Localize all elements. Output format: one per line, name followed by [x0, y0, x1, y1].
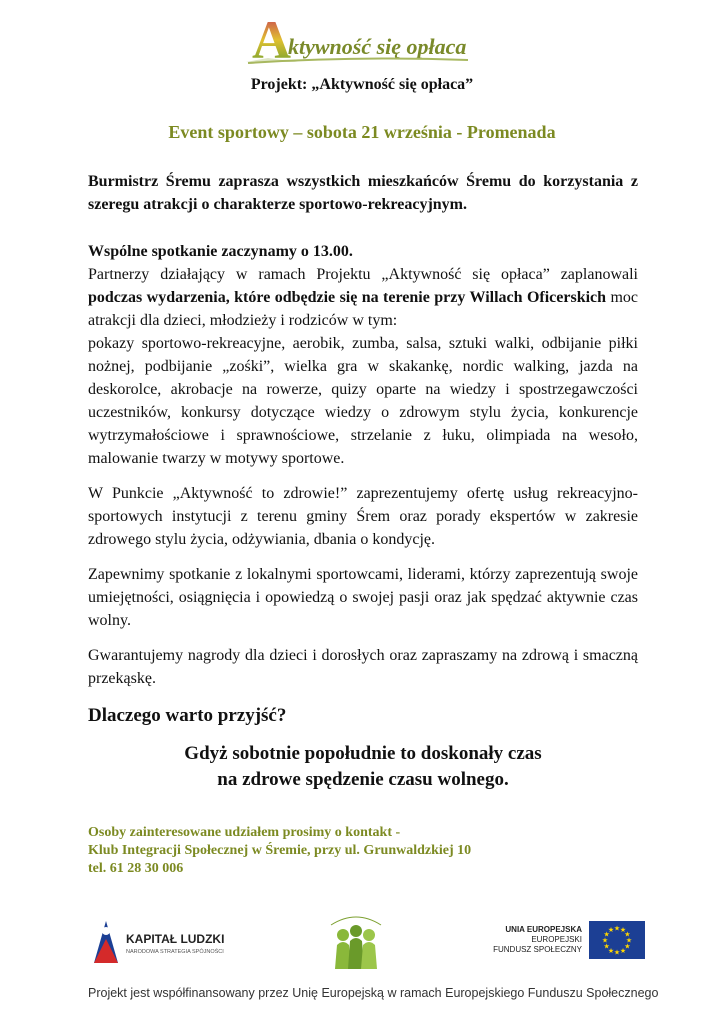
eu-star-icon: ★ — [619, 946, 627, 955]
eu-star-icon: ★ — [601, 936, 609, 945]
ue-line-2: EUROPEJSKI — [531, 935, 582, 944]
ue-text — [476, 925, 582, 955]
contact-phone: tel. 61 28 30 006 — [88, 861, 184, 876]
intro-paragraph: Burmistrz Śremu zaprasza wszystkich mieszkańców Śremu do korzystania z szeregu atrakcji o charakterze sportowo-rekreacyjnym. — [88, 173, 638, 213]
main-content — [88, 170, 638, 793]
closing-statement — [88, 741, 638, 793]
eu-star-icon: ★ — [613, 924, 621, 933]
svg-text:A: A — [252, 10, 291, 68]
kapital-ludzki-logo — [92, 919, 242, 965]
ue-line-1: UNIA EUROPEJSKA — [505, 925, 582, 934]
eu-star-icon: ★ — [624, 942, 631, 951]
event-title: Event sportowy – sobota 21 września - Promenada — [168, 122, 556, 142]
eu-star-icon: ★ — [624, 930, 631, 939]
partners-paragraph — [88, 263, 638, 332]
eu-flag-icon — [589, 921, 645, 959]
athletes-paragraph: Zapewnimy spotkanie z lokalnymi sportowcami, liderami, którzy zaprezentują swoje umiejętności, osiągnięcia i opowiedzą o swojej pasji oraz jak spędzać aktywnie czas wolny. — [88, 566, 638, 629]
partners-text-bold: podczas wydarzenia, które odbędzie się na terenie przy Willach Oficerskich — [88, 289, 607, 306]
project-title: Projekt: „Aktywność się opłaca” — [250, 76, 474, 93]
eu-star-icon: ★ — [625, 936, 633, 945]
footer-logos — [0, 905, 724, 975]
prizes-paragraph: Gwarantujemy nagrody dla dzieci i dorosłych oraz zapraszamy na zdrową i smaczną przekąskę. — [88, 647, 638, 687]
eu-star-icon: ★ — [613, 948, 621, 957]
attractions-paragraph: pokazy sportowo-rekreacyjne, aerobik, zumba, salsa, sztuki walki, odbijanie piłki nożnej, podbijanie „zośki”, wielka gra w skakankę, nordic walking, jazda na deskorolce, akrobacje na rowerze, quizy oparte na wiedzy i spostrzegawczości uczestników, konkursy dotyczące wiedzy o zdrowym stylu życia, konkurencje wytrzymałościowe i sprawnościowe, strzelanie z łuku, olimpiada na wesoło, malowanie twarzy w motywy sportowe. — [88, 335, 638, 467]
partners-text-a: Partnerzy działający w ramach Projektu „Aktywność się opłaca” zaplanowali — [88, 266, 638, 283]
point-paragraph: W Punkcie „Aktywność to zdrowie!” zaprezentujemy ofertę usług rekreacyjno-sportowych instytucji z terenu gminy Śrem oraz porady ekspertów w zakresie zdrowego stylu życia, odżywiania, dbania o kondycję. — [88, 485, 638, 548]
eu-star-icon: ★ — [603, 930, 610, 939]
funding-note: Projekt jest współfinansowany przez Unię Europejską w ramach Europejskiego Funduszu Społecznego — [88, 986, 659, 1000]
eu-star-icon: ★ — [619, 926, 627, 935]
svg-text:ktywność się opłaca: ktywność się opłaca — [288, 34, 467, 59]
eu-star-icon: ★ — [603, 942, 610, 951]
start-time: Wspólne spotkanie zaczynamy o 13.00. — [88, 243, 353, 260]
svg-text:NARODOWA STRATEGIA SPÓJNOŚCI: NARODOWA STRATEGIA SPÓJNOŚCI — [126, 949, 224, 955]
club-logo — [325, 907, 387, 973]
ue-line-3: FUNDUSZ SPOŁECZNY — [493, 945, 582, 954]
aktywnosc-logo — [238, 8, 478, 68]
aktywnosc-logo-icon — [238, 8, 478, 68]
contact-line-1: Osoby zainteresowane udziałem prosimy o kontakt - — [88, 825, 401, 840]
eu-star-icon: ★ — [607, 926, 615, 935]
closing-line-2: na zdrowe spędzenie czasu wolnego. — [217, 769, 509, 790]
contact-line-2: Klub Integracji Społecznej w Śremie, przy ul. Grunwaldzkiej 10 — [88, 843, 472, 858]
svg-text:KAPITAŁ LUDZKI: KAPITAŁ LUDZKI — [126, 932, 225, 946]
why-heading: Dlaczego warto przyjść? — [88, 705, 287, 726]
contact-info — [88, 824, 471, 878]
partners-text-b: moc atrakcji dla dzieci, młodzieży i rodziców w tym: — [88, 289, 639, 329]
eu-star-icon: ★ — [607, 946, 615, 955]
closing-line-1: Gdyż sobotnie popołudnie to doskonały czas — [184, 743, 542, 764]
